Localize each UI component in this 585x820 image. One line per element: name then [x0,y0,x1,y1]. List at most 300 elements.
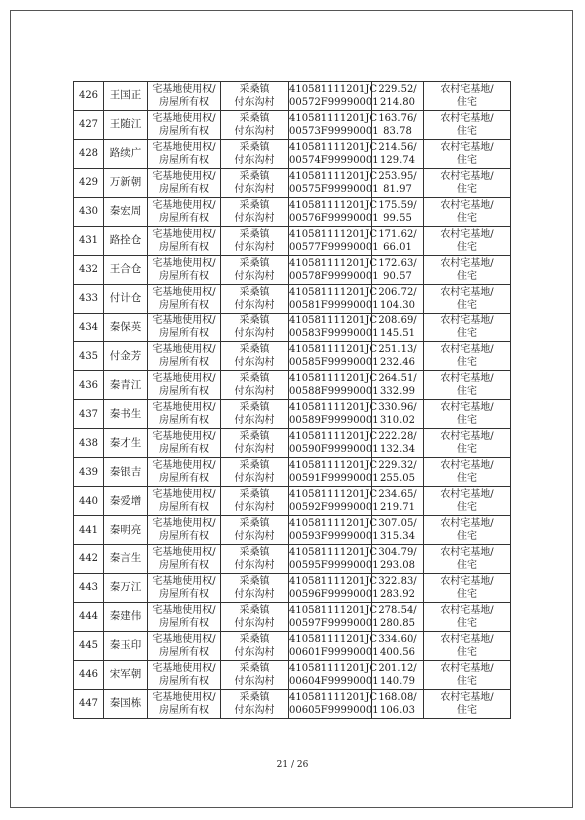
parcel-code-cell [289,487,379,516]
location-line: 采桑镇 [239,546,270,558]
area-cell [372,487,424,516]
land-use-line: 住宅 [457,96,477,108]
right-type-line: 宅基地使用权/ [152,257,216,269]
row-number-text: 431 [78,235,99,247]
registry-table-body [74,82,511,719]
owner-name-text: 秦爱增 [109,494,142,507]
land-use-line: 住宅 [457,531,477,543]
parcel-code-line: 410581111201JC [289,170,378,182]
owner-name-text: 付计仓 [109,292,142,305]
parcel-code-line: 410581111201JC [289,199,378,211]
land-use-cell [424,689,511,718]
parcel-code-cell [289,197,379,226]
right-type-line: 房屋所有权 [159,704,209,716]
area-line: 304.79/ [378,546,417,558]
area-line: 163.76/ [378,112,417,124]
area-line: 214.56/ [378,141,417,153]
location-line: 采桑镇 [239,344,270,356]
area-cell [372,197,424,226]
owner-name-text: 秦保英 [109,320,142,333]
land-use-cell [424,284,511,313]
area-line: 66.01 [383,241,412,253]
location-cell [221,342,289,371]
table-row [74,545,511,574]
area-line: 332.99 [380,386,415,398]
area-line: 99.55 [383,212,412,224]
land-use-cell [424,573,511,602]
row-number-cell [74,487,104,516]
row-number-text: 441 [78,524,99,536]
parcel-code-line: 410581111201JC [289,460,378,472]
owner-name-text: 王随江 [109,118,142,131]
land-use-line: 住宅 [457,357,477,369]
owner-name-text: 付金芳 [109,349,142,362]
right-type-cell [148,487,221,516]
location-line: 采桑镇 [239,83,270,95]
right-type-line: 宅基地使用权/ [152,199,216,211]
right-type-cell [148,226,221,255]
right-type-line: 房屋所有权 [159,444,209,456]
right-type-line: 房屋所有权 [159,183,209,195]
owner-name-text: 王合仓 [109,263,142,276]
area-cell [372,400,424,429]
table-row [74,139,511,168]
right-type-line: 宅基地使用权/ [152,83,216,95]
row-number-text: 447 [78,698,99,710]
area-line: 208.69/ [378,315,417,327]
location-cell [221,371,289,400]
land-use-cell [424,197,511,226]
row-number-text: 440 [78,495,99,507]
parcel-code-cell [289,516,379,545]
parcel-code-line: 410581111201JC [289,546,378,558]
area-line: 171.62/ [378,228,417,240]
location-line: 付东沟村 [234,328,275,340]
row-number-cell [74,545,104,574]
land-use-line: 农村宅基地/ [440,575,494,587]
parcel-code-cell [289,168,379,197]
owner-name-text: 秦才生 [109,436,142,449]
parcel-code-line: 410581111201JC [289,373,378,385]
right-type-cell [148,458,221,487]
right-type-cell [148,284,221,313]
owner-name-text: 秦言生 [109,552,142,565]
row-number-cell [74,689,104,718]
area-line: 175.59/ [378,199,417,211]
area-line: 106.03 [380,704,415,716]
parcel-code-cell [289,255,379,284]
area-line: 81.97 [383,183,412,195]
area-line: 172.63/ [378,257,417,269]
location-line: 采桑镇 [239,431,270,443]
right-type-line: 宅基地使用权/ [152,662,216,674]
right-type-line: 房屋所有权 [159,473,209,485]
area-line: 232.46 [380,357,415,369]
row-number-cell [74,197,104,226]
right-type-line: 房屋所有权 [159,559,209,571]
owner-name-text: 秦明亮 [109,523,142,536]
location-cell [221,602,289,631]
parcel-code-line: 00590F99990001 [289,444,379,456]
land-use-line: 住宅 [457,125,477,137]
row-number-text: 429 [78,177,99,189]
right-type-cell [148,602,221,631]
parcel-code-cell [289,110,379,139]
location-line: 付东沟村 [234,241,275,253]
land-use-cell [424,110,511,139]
right-type-line: 宅基地使用权/ [152,170,216,182]
land-use-cell [424,226,511,255]
land-use-line: 住宅 [457,154,477,166]
row-number-cell [74,255,104,284]
row-number-text: 435 [78,350,99,362]
location-line: 采桑镇 [239,460,270,472]
land-use-line: 住宅 [457,646,477,658]
right-type-cell [148,689,221,718]
row-number-text: 427 [78,119,99,131]
land-use-line: 住宅 [457,299,477,311]
location-line: 采桑镇 [239,112,270,124]
right-type-line: 房屋所有权 [159,502,209,514]
parcel-code-line: 00578F99990001 [289,270,379,282]
parcel-code-line: 00591F99990001 [289,473,379,485]
location-line: 采桑镇 [239,691,270,703]
parcel-code-line: 410581111201JC [289,112,378,124]
area-line: 264.51/ [378,373,417,385]
table-row [74,487,511,516]
parcel-code-line: 410581111201JC [289,141,378,153]
land-use-line: 农村宅基地/ [440,257,494,269]
location-line: 付东沟村 [234,531,275,543]
table-row [74,602,511,631]
parcel-code-line: 410581111201JC [289,315,378,327]
location-line: 付东沟村 [234,357,275,369]
right-type-line: 房屋所有权 [159,675,209,687]
registry-table [73,81,511,719]
parcel-code-line: 410581111201JC [289,575,378,587]
right-type-line: 宅基地使用权/ [152,286,216,298]
land-use-line: 农村宅基地/ [440,489,494,501]
owner-name-cell [104,371,148,400]
owner-name-cell [104,139,148,168]
area-cell [372,429,424,458]
land-use-line: 住宅 [457,183,477,195]
right-type-line: 房屋所有权 [159,212,209,224]
right-type-cell [148,400,221,429]
area-line: 104.30 [380,299,415,311]
right-type-cell [148,82,221,111]
land-use-line: 农村宅基地/ [440,286,494,298]
row-number-cell [74,573,104,602]
land-use-cell [424,342,511,371]
area-line: 83.78 [383,125,412,137]
parcel-code-cell [289,284,379,313]
location-cell [221,110,289,139]
land-use-cell [424,545,511,574]
table-row [74,573,511,602]
parcel-code-cell [289,631,379,660]
area-line: 132.34 [380,444,415,456]
area-cell [372,255,424,284]
location-cell [221,689,289,718]
row-number-text: 445 [78,640,99,652]
parcel-code-cell [289,139,379,168]
location-line: 采桑镇 [239,604,270,616]
land-use-cell [424,313,511,342]
land-use-line: 农村宅基地/ [440,83,494,95]
owner-name-cell [104,458,148,487]
parcel-code-line: 410581111201JC [289,402,378,414]
row-number-text: 446 [78,669,99,681]
area-cell [372,602,424,631]
land-use-line: 住宅 [457,328,477,340]
row-number-cell [74,660,104,689]
location-line: 付东沟村 [234,270,275,282]
row-number-text: 443 [78,582,99,594]
parcel-code-line: 00573F99990001 [289,125,379,137]
right-type-line: 宅基地使用权/ [152,518,216,530]
right-type-line: 宅基地使用权/ [152,344,216,356]
area-line: 283.92 [380,588,415,600]
row-number-text: 432 [78,264,99,276]
land-use-line: 住宅 [457,559,477,571]
right-type-line: 宅基地使用权/ [152,373,216,385]
area-cell [372,82,424,111]
right-type-line: 房屋所有权 [159,415,209,427]
land-use-line: 住宅 [457,473,477,485]
area-line: 400.56 [380,646,415,658]
parcel-code-line: 00574F99990001 [289,154,379,166]
parcel-code-cell [289,342,379,371]
location-line: 付东沟村 [234,212,275,224]
owner-name-cell [104,689,148,718]
parcel-code-line: 410581111201JC [289,228,378,240]
table-row [74,197,511,226]
area-line: 129.74 [380,154,415,166]
owner-name-text: 秦国栋 [109,697,142,710]
owner-name-text: 秦青江 [109,378,142,391]
land-use-line: 农村宅基地/ [440,344,494,356]
location-cell [221,573,289,602]
land-use-line: 农村宅基地/ [440,604,494,616]
right-type-cell [148,429,221,458]
row-number-cell [74,342,104,371]
location-cell [221,487,289,516]
parcel-code-line: 00583F99990001 [289,328,379,340]
land-use-cell [424,429,511,458]
area-cell [372,342,424,371]
location-line: 付东沟村 [234,415,275,427]
right-type-cell [148,573,221,602]
owner-name-text: 路续广 [109,147,142,160]
location-line: 付东沟村 [234,444,275,456]
location-line: 付东沟村 [234,473,275,485]
owner-name-cell [104,197,148,226]
parcel-code-line: 410581111201JC [289,489,378,501]
right-type-line: 房屋所有权 [159,125,209,137]
location-line: 付东沟村 [234,154,275,166]
parcel-code-line: 410581111201JC [289,633,378,645]
row-number-cell [74,284,104,313]
right-type-line: 房屋所有权 [159,328,209,340]
area-line: 293.08 [380,559,415,571]
row-number-text: 436 [78,379,99,391]
row-number-text: 439 [78,466,99,478]
table-row [74,342,511,371]
land-use-line: 农村宅基地/ [440,460,494,472]
right-type-line: 宅基地使用权/ [152,112,216,124]
row-number-text: 426 [78,90,99,102]
parcel-code-line: 00577F99990001 [289,241,379,253]
table-row [74,371,511,400]
location-line: 付东沟村 [234,617,275,629]
owner-name-text: 秦银吉 [109,465,142,478]
right-type-line: 宅基地使用权/ [152,315,216,327]
area-cell [372,631,424,660]
parcel-code-line: 00601F99990001 [289,646,379,658]
owner-name-cell [104,110,148,139]
location-line: 采桑镇 [239,315,270,327]
row-number-text: 438 [78,437,99,449]
land-use-cell [424,487,511,516]
owner-name-text: 秦玉印 [109,639,142,652]
owner-name-cell [104,255,148,284]
location-cell [221,82,289,111]
area-line: 140.79 [380,675,415,687]
location-line: 采桑镇 [239,402,270,414]
right-type-line: 宅基地使用权/ [152,604,216,616]
parcel-code-line: 00585F99990001 [289,357,379,369]
land-use-line: 住宅 [457,386,477,398]
land-use-line: 农村宅基地/ [440,315,494,327]
table-row [74,516,511,545]
owner-name-text: 宋军朝 [109,668,142,681]
land-use-line: 农村宅基地/ [440,691,494,703]
location-cell [221,313,289,342]
area-line: 315.34 [380,531,415,543]
land-use-line: 住宅 [457,415,477,427]
owner-name-cell [104,82,148,111]
location-line: 付东沟村 [234,96,275,108]
parcel-code-line: 410581111201JC [289,518,378,530]
location-cell [221,516,289,545]
right-type-line: 房屋所有权 [159,588,209,600]
right-type-cell [148,516,221,545]
right-type-line: 宅基地使用权/ [152,633,216,645]
land-use-cell [424,371,511,400]
location-cell [221,226,289,255]
location-line: 付东沟村 [234,125,275,137]
table-row [74,226,511,255]
parcel-code-line: 00596F99990001 [289,588,379,600]
row-number-cell [74,168,104,197]
location-cell [221,139,289,168]
location-cell [221,400,289,429]
right-type-line: 房屋所有权 [159,386,209,398]
land-use-line: 农村宅基地/ [440,633,494,645]
area-line: 222.28/ [378,431,417,443]
owner-name-text: 秦万江 [109,581,142,594]
land-use-line: 农村宅基地/ [440,170,494,182]
right-type-line: 房屋所有权 [159,241,209,253]
area-cell [372,168,424,197]
parcel-code-line: 00581F99990001 [289,299,379,311]
page-number: 21 / 26 [276,760,309,770]
land-use-line: 农村宅基地/ [440,546,494,558]
owner-name-cell [104,516,148,545]
location-line: 付东沟村 [234,588,275,600]
row-number-text: 433 [78,293,99,305]
owner-name-text: 路拴仓 [109,234,142,247]
row-number-cell [74,602,104,631]
location-line: 采桑镇 [239,489,270,501]
location-line: 采桑镇 [239,228,270,240]
right-type-cell [148,371,221,400]
location-line: 采桑镇 [239,257,270,269]
owner-name-cell [104,660,148,689]
location-line: 付东沟村 [234,675,275,687]
area-line: 206.72/ [378,286,417,298]
right-type-line: 宅基地使用权/ [152,460,216,472]
right-type-cell [148,255,221,284]
owner-name-cell [104,342,148,371]
area-line: 168.08/ [378,691,417,703]
table-row [74,313,511,342]
land-use-cell [424,400,511,429]
area-line: 322.83/ [378,575,417,587]
area-cell [372,313,424,342]
land-use-line: 农村宅基地/ [440,662,494,674]
land-use-cell [424,458,511,487]
right-type-line: 房屋所有权 [159,646,209,658]
land-use-line: 住宅 [457,704,477,716]
area-line: 334.60/ [378,633,417,645]
area-cell [372,139,424,168]
owner-name-cell [104,573,148,602]
parcel-code-cell [289,458,379,487]
area-line: 214.80 [380,96,415,108]
row-number-cell [74,371,104,400]
location-line: 采桑镇 [239,662,270,674]
owner-name-cell [104,602,148,631]
land-use-line: 农村宅基地/ [440,431,494,443]
location-cell [221,458,289,487]
land-use-cell [424,602,511,631]
location-cell [221,429,289,458]
row-number-cell [74,110,104,139]
parcel-code-cell [289,573,379,602]
parcel-code-line: 410581111201JC [289,691,378,703]
location-line: 付东沟村 [234,183,275,195]
owner-name-cell [104,284,148,313]
area-cell [372,110,424,139]
area-cell [372,371,424,400]
area-cell [372,284,424,313]
row-number-cell [74,313,104,342]
owner-name-cell [104,313,148,342]
right-type-cell [148,139,221,168]
table-row [74,429,511,458]
right-type-cell [148,168,221,197]
location-line: 采桑镇 [239,518,270,530]
location-cell [221,631,289,660]
owner-name-cell [104,226,148,255]
table-row [74,255,511,284]
right-type-cell [148,342,221,371]
row-number-text: 430 [78,206,99,218]
right-type-line: 房屋所有权 [159,96,209,108]
location-line: 付东沟村 [234,704,275,716]
